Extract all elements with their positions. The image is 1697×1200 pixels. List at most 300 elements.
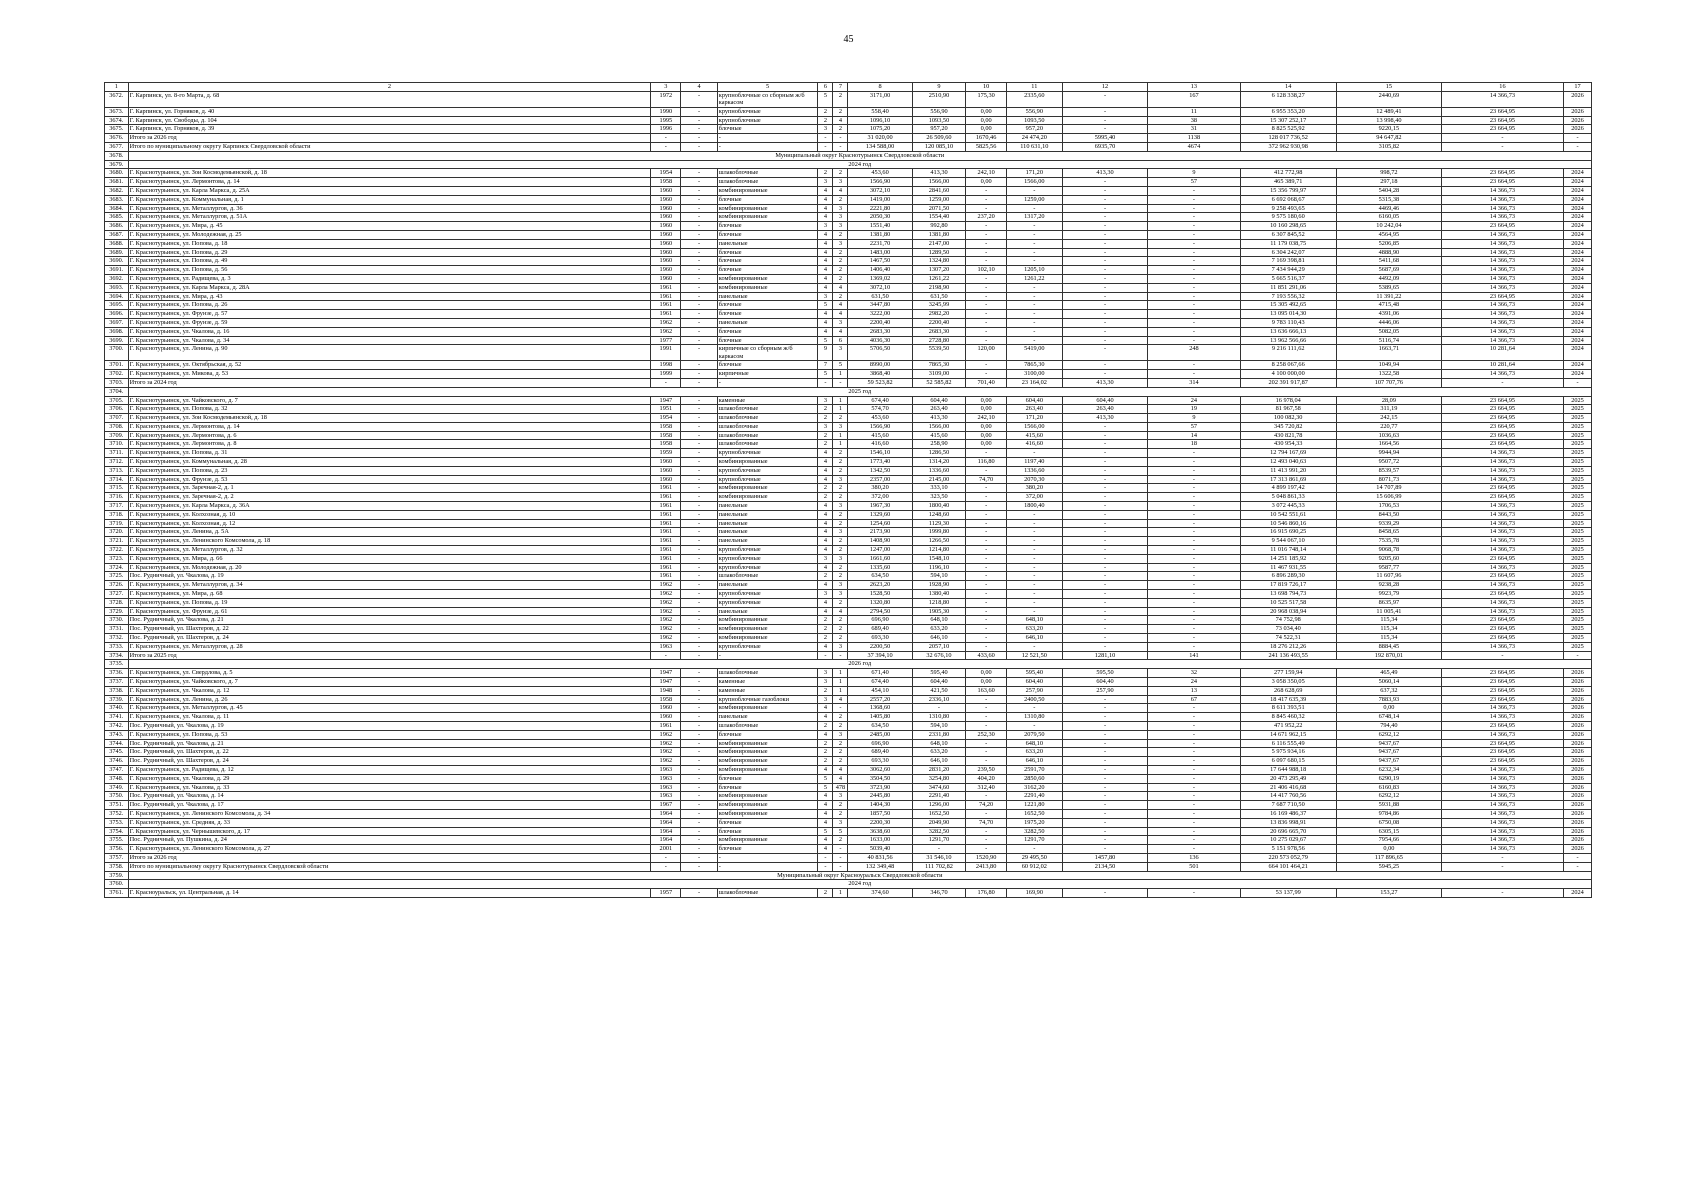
table-cell: - (1006, 554, 1062, 563)
table-cell: блочные (717, 845, 818, 854)
table-cell: 633,20 (1006, 625, 1062, 634)
table-cell: 2 (833, 634, 848, 643)
table-cell: 957,20 (1006, 125, 1062, 134)
table-cell: 23 664,95 (1441, 625, 1563, 634)
table-cell: 0,00 (1336, 704, 1441, 713)
table-cell: 6292,12 (1336, 792, 1441, 801)
table-cell: - (1148, 739, 1240, 748)
table-cell: - (1062, 642, 1148, 651)
table-cell: 14 417 760,56 (1240, 792, 1336, 801)
address-cell: Г. Краснотурьинск, ул. Радищева, д. 3 (128, 274, 651, 283)
table-cell: 2024 (1564, 274, 1592, 283)
row-number: 3705. (105, 396, 129, 405)
table-cell: - (1062, 519, 1148, 528)
table-cell: 2 (833, 713, 848, 722)
table-cell: 4 (818, 230, 833, 239)
table-cell: 3 (833, 730, 848, 739)
section-title: Муниципальный округ Красноуральск Свердловской области (128, 871, 1591, 880)
table-cell: 2024 (1564, 889, 1592, 898)
table-cell: 1214,80 (912, 546, 966, 555)
table-cell: 4 (818, 327, 833, 336)
table-cell: 3447,80 (848, 301, 912, 310)
table-cell: 2291,40 (1006, 792, 1062, 801)
table-cell: - (1148, 757, 1240, 766)
row-number: 3748. (105, 774, 129, 783)
table-cell: 14 366,73 (1441, 466, 1563, 475)
table-cell: 2026 (1564, 695, 1592, 704)
table-cell: 1049,94 (1336, 361, 1441, 370)
table-cell: - (681, 669, 717, 678)
row-number: 3716. (105, 493, 129, 502)
table-cell: - (1441, 862, 1563, 871)
table-cell: 631,50 (912, 292, 966, 301)
table-cell: 2025 (1564, 396, 1592, 405)
table-cell: - (1006, 704, 1062, 713)
table-cell: 3868,40 (848, 370, 912, 379)
table-cell: 6 116 555,49 (1240, 739, 1336, 748)
table-cell: 3 (818, 678, 833, 687)
table-cell: 134 588,00 (848, 142, 912, 151)
row-number: 3750. (105, 792, 129, 801)
table-cell: 9 783 110,43 (1240, 318, 1336, 327)
table-cell: 1961 (651, 519, 681, 528)
table-cell: 3 (833, 475, 848, 484)
table-cell: - (833, 142, 848, 151)
table-cell: - (1006, 563, 1062, 572)
table-row (105, 519, 1592, 528)
table-cell: - (1062, 178, 1148, 187)
table-cell: 107 707,76 (1336, 378, 1441, 387)
table-cell: 2026 (1564, 827, 1592, 836)
table-cell: 14 366,73 (1441, 801, 1563, 810)
table-cell: 1566,00 (1006, 422, 1062, 431)
table-cell: 2728,80 (912, 336, 966, 345)
row-number: 3678. (105, 151, 129, 160)
table-cell: - (1062, 546, 1148, 555)
table-cell: - (1148, 292, 1240, 301)
table-cell: 2200,50 (848, 642, 912, 651)
table-cell: 1962 (651, 748, 681, 757)
row-number: 3718. (105, 510, 129, 519)
table-cell: - (966, 361, 1007, 370)
address-cell: Г. Краснотурьинск, ул. Металлургов, д. 51А (128, 213, 651, 222)
table-cell: 1322,58 (1336, 370, 1441, 379)
row-number: 3749. (105, 783, 129, 792)
table-cell: 689,40 (848, 748, 912, 757)
table-cell: 60 912,02 (1006, 862, 1062, 871)
table-cell: 0,00 (966, 396, 1007, 405)
table-cell: 2025 (1564, 634, 1592, 643)
address-cell: Г. Краснотурьинск, ул. Лермонтова, д. 14 (128, 422, 651, 431)
table-cell: 7865,30 (1006, 361, 1062, 370)
table-cell: - (966, 239, 1007, 248)
table-cell: - (681, 792, 717, 801)
table-cell: 14 366,73 (1441, 519, 1563, 528)
table-cell: - (966, 528, 1007, 537)
table-cell: - (681, 581, 717, 590)
table-cell: - (1441, 853, 1563, 862)
table-cell: панельные (717, 713, 818, 722)
table-cell: - (681, 889, 717, 898)
row-number: 3698. (105, 327, 129, 336)
table-cell: 4 (818, 257, 833, 266)
address-cell: Г. Краснотурьинск, ул. Мира, д. 43 (128, 292, 651, 301)
table-cell: 1962 (651, 757, 681, 766)
table-cell: 1218,80 (912, 598, 966, 607)
table-cell: 5 (818, 301, 833, 310)
table-cell: 2050,30 (848, 213, 912, 222)
table-cell: 6 692 068,67 (1240, 195, 1336, 204)
table-row (105, 625, 1592, 634)
table-cell: - (1148, 510, 1240, 519)
table-cell: 13 636 666,13 (1240, 327, 1336, 336)
table-cell: 1205,10 (1006, 266, 1062, 275)
column-number: 3 (651, 83, 681, 92)
table-cell: панельные (717, 292, 818, 301)
table-cell: 3162,20 (1006, 783, 1062, 792)
row-number: 3708. (105, 422, 129, 431)
table-cell: 5706,50 (848, 345, 912, 361)
table-cell: 4 (818, 818, 833, 827)
column-number: 14 (1240, 83, 1336, 92)
table-cell: 14 366,73 (1441, 274, 1563, 283)
table-cell: 5 (818, 91, 833, 107)
address-cell: Г. Краснотурьинск, ул. Чернышевского, д. 17 (128, 827, 651, 836)
table-cell: 14 707,89 (1336, 484, 1441, 493)
table-cell: 1967,30 (848, 502, 912, 511)
table-cell: 14 366,73 (1441, 213, 1563, 222)
table-cell: 1962 (651, 634, 681, 643)
table-cell: 2 (833, 466, 848, 475)
table-cell: 2026 (1564, 704, 1592, 713)
row-number: 3695. (105, 301, 129, 310)
table-cell: 2 (818, 757, 833, 766)
table-cell: шлакоблочные (717, 889, 818, 898)
table-cell: 1960 (651, 466, 681, 475)
address-cell: Г. Краснотурьинск, ул. Октябрьская, д. 52 (128, 361, 651, 370)
table-cell: 2683,30 (912, 327, 966, 336)
table-cell: крупноблочные со сборным ж/б каркасом (717, 91, 818, 107)
table-cell: 1289,50 (912, 248, 966, 257)
table-cell: 2026 (1564, 748, 1592, 757)
table-cell: 5 (833, 361, 848, 370)
table-cell: крупноблочные (717, 563, 818, 572)
table-cell: 9339,29 (1336, 519, 1441, 528)
table-cell: 2335,60 (1006, 91, 1062, 107)
table-cell: 558,40 (848, 107, 912, 116)
table-cell: - (1148, 257, 1240, 266)
row-number: 3752. (105, 809, 129, 818)
table-cell: - (681, 730, 717, 739)
table-cell: 2025 (1564, 607, 1592, 616)
table-cell: 2221,80 (848, 204, 912, 213)
table-cell: - (681, 537, 717, 546)
table-cell: 23 664,95 (1441, 686, 1563, 695)
table-cell: 14 366,73 (1441, 765, 1563, 774)
table-cell: - (681, 336, 717, 345)
address-cell: Г. Краснотурьинск, ул. Молодежная, д. 20 (128, 563, 651, 572)
table-cell: 1990 (651, 107, 681, 116)
table-cell: 2 (818, 169, 833, 178)
table-cell: 2331,80 (912, 730, 966, 739)
table-cell: - (1062, 792, 1148, 801)
table-cell: 5931,88 (1336, 801, 1441, 810)
table-cell: - (818, 142, 833, 151)
table-cell: - (966, 292, 1007, 301)
table-cell: 2145,00 (912, 475, 966, 484)
address-cell: Г. Краснотурьинск, ул. Чкалова, д. 34 (128, 336, 651, 345)
table-cell: блочные (717, 361, 818, 370)
table-cell: 2 (833, 625, 848, 634)
table-cell: - (681, 721, 717, 730)
table-cell: 7865,30 (912, 361, 966, 370)
table-cell: - (966, 546, 1007, 555)
table-row (105, 730, 1592, 739)
table-cell: 4 (818, 458, 833, 467)
table-cell: - (681, 318, 717, 327)
table-cell: 2557,20 (848, 695, 912, 704)
table-row (105, 853, 1592, 862)
table-cell: - (1062, 695, 1148, 704)
table-cell: - (1006, 239, 1062, 248)
table-cell: 2024 (1564, 178, 1592, 187)
table-cell: 2025 (1564, 563, 1592, 572)
table-cell: 4 (833, 301, 848, 310)
table-cell: - (681, 563, 717, 572)
table-cell: - (681, 310, 717, 319)
row-number: 3714. (105, 475, 129, 484)
table-cell: 74 522,31 (1240, 634, 1336, 643)
table-cell: 693,30 (848, 634, 912, 643)
table-cell: 1093,50 (1006, 116, 1062, 125)
table-cell: 9784,86 (1336, 809, 1441, 818)
table-cell: 2024 (1564, 318, 1592, 327)
table-cell: 9 (818, 345, 833, 361)
table-cell: 1075,20 (848, 125, 912, 134)
table-cell: 6750,08 (1336, 818, 1441, 827)
row-number: 3701. (105, 361, 129, 370)
table-cell: 3 (833, 239, 848, 248)
table-cell: - (966, 186, 1007, 195)
table-cell: - (966, 792, 1007, 801)
register-body (105, 91, 1592, 897)
table-cell: 3 (833, 422, 848, 431)
table-cell: 346,70 (912, 889, 966, 898)
table-cell: - (1062, 248, 1148, 257)
row-number: 3720. (105, 528, 129, 537)
table-cell: 10 275 029,67 (1240, 836, 1336, 845)
section-row (105, 871, 1592, 880)
row-number: 3742. (105, 721, 129, 730)
table-cell: 311,19 (1336, 405, 1441, 414)
table-cell: 9 (1148, 414, 1240, 423)
table-cell: - (1062, 283, 1148, 292)
table-cell: 453,60 (848, 169, 912, 178)
table-cell: 1566,00 (1006, 178, 1062, 187)
row-number: 3675. (105, 125, 129, 134)
table-cell: 2026 (1564, 91, 1592, 107)
table-row (105, 774, 1592, 783)
table-cell: 2 (833, 257, 848, 266)
table-row (105, 274, 1592, 283)
table-cell: - (1006, 598, 1062, 607)
row-number: 3690. (105, 257, 129, 266)
table-cell: комбинированные (717, 204, 818, 213)
table-cell: - (1148, 361, 1240, 370)
table-cell: - (1062, 537, 1148, 546)
table-cell: 132 349,48 (848, 862, 912, 871)
table-row (105, 440, 1592, 449)
table-cell: - (651, 651, 681, 660)
table-cell: 13 962 566,66 (1240, 336, 1336, 345)
table-cell: 1960 (651, 204, 681, 213)
table-row (105, 178, 1592, 187)
table-cell: 4 (818, 801, 833, 810)
table-row (105, 651, 1592, 660)
table-cell: крупноблочные газоблоки (717, 695, 818, 704)
table-cell: блочные (717, 222, 818, 231)
table-cell: 242,15 (1336, 414, 1441, 423)
table-cell: 10 542 551,61 (1240, 510, 1336, 519)
table-cell: - (1148, 563, 1240, 572)
table-cell: 14 366,73 (1441, 783, 1563, 792)
row-number: 3707. (105, 414, 129, 423)
table-cell: - (681, 827, 717, 836)
table-cell: 14 366,73 (1441, 642, 1563, 651)
table-cell: 2024 (1564, 310, 1592, 319)
table-cell: 9220,15 (1336, 125, 1441, 134)
table-cell: 1954 (651, 169, 681, 178)
table-cell: 8635,97 (1336, 598, 1441, 607)
section-title: 2025 год (128, 387, 1591, 396)
row-number: 3703. (105, 378, 129, 387)
table-cell: 2 (818, 616, 833, 625)
table-cell: 1977 (651, 336, 681, 345)
table-cell: - (651, 134, 681, 143)
table-cell: 14 366,73 (1441, 186, 1563, 195)
table-cell: 1961 (651, 554, 681, 563)
row-number: 3691. (105, 266, 129, 275)
table-cell: 0,00 (966, 669, 1007, 678)
table-cell: 38 (1148, 116, 1240, 125)
table-row (105, 721, 1592, 730)
table-cell: - (1148, 336, 1240, 345)
table-cell: 2024 (1564, 361, 1592, 370)
table-cell: 1958 (651, 695, 681, 704)
table-cell: 2025 (1564, 537, 1592, 546)
address-cell: Пос. Рудничный, ул. Чкалова, д. 14 (128, 792, 651, 801)
table-cell: 1961 (651, 301, 681, 310)
address-cell: Г. Краснотурьинск, ул. Коммунальная, д. 28 (128, 458, 651, 467)
table-cell: 604,40 (1062, 396, 1148, 405)
table-cell: крупноблочные (717, 590, 818, 599)
table-cell: 242,10 (966, 169, 1007, 178)
table-cell: 1928,90 (912, 581, 966, 590)
row-number: 3756. (105, 845, 129, 854)
table-cell: - (1062, 748, 1148, 757)
table-cell: 1663,71 (1336, 345, 1441, 361)
table-cell: 23 664,95 (1441, 414, 1563, 423)
address-cell: Г. Краснотурьинск, ул. Заречная-2, д. 2 (128, 493, 651, 502)
table-cell: 3105,82 (1336, 142, 1441, 151)
row-number: 3673. (105, 107, 129, 116)
table-cell: 2200,40 (848, 318, 912, 327)
table-cell: 10 242,04 (1336, 222, 1441, 231)
table-cell: комбинированные (717, 213, 818, 222)
table-cell: шлакоблочные (717, 572, 818, 581)
table-cell: - (1148, 792, 1240, 801)
table-cell: 3638,60 (848, 827, 912, 836)
table-cell: шлакоблочные (717, 169, 818, 178)
table-cell: 646,10 (912, 757, 966, 766)
table-cell: 9587,77 (1336, 563, 1441, 572)
table-cell: 794,40 (1336, 721, 1441, 730)
table-cell: - (1062, 116, 1148, 125)
row-number: 3726. (105, 581, 129, 590)
table-cell: - (818, 862, 833, 871)
table-cell: 1 (833, 405, 848, 414)
table-cell: 14 366,73 (1441, 581, 1563, 590)
table-cell: 136 (1148, 853, 1240, 862)
section-title: 2026 год (128, 660, 1591, 669)
table-cell: - (1006, 528, 1062, 537)
table-cell: - (681, 590, 717, 599)
table-cell: - (1062, 625, 1148, 634)
table-cell: - (912, 845, 966, 854)
table-row (105, 318, 1592, 327)
table-cell: 9437,67 (1336, 748, 1441, 757)
table-cell: 3504,50 (848, 774, 912, 783)
table-cell: 1958 (651, 431, 681, 440)
table-cell: блочные (717, 774, 818, 783)
table-cell: 1652,50 (1006, 809, 1062, 818)
table-cell: 3 072 445,33 (1240, 502, 1336, 511)
table-row (105, 283, 1592, 292)
row-number: 3739. (105, 695, 129, 704)
table-cell: - (681, 748, 717, 757)
row-number: 3751. (105, 801, 129, 810)
table-row (105, 310, 1592, 319)
table-cell: 14 366,73 (1441, 598, 1563, 607)
table-cell: - (681, 695, 717, 704)
table-cell: 604,40 (1062, 678, 1148, 687)
table-cell: - (681, 713, 717, 722)
table-cell: 380,20 (848, 484, 912, 493)
table-row (105, 642, 1592, 651)
table-cell: 1310,80 (912, 713, 966, 722)
table-cell: - (1148, 266, 1240, 275)
address-cell: Г. Краснотурьинск, ул. Средняя, д. 33 (128, 818, 651, 827)
table-cell: - (1062, 827, 1148, 836)
address-cell: Г. Краснотурьинск, ул. Попова, д. 23 (128, 466, 651, 475)
table-cell: - (681, 449, 717, 458)
table-cell: 2440,69 (1336, 91, 1441, 107)
table-cell: - (966, 634, 1007, 643)
table-cell: 2024 (1564, 222, 1592, 231)
table-cell: 1320,80 (848, 598, 912, 607)
table-cell: 2831,20 (912, 765, 966, 774)
column-number: 15 (1336, 83, 1441, 92)
table-cell: 175,30 (966, 91, 1007, 107)
table-cell: 1096,10 (848, 116, 912, 125)
table-cell: - (1148, 466, 1240, 475)
table-cell: 646,10 (1006, 757, 1062, 766)
table-row (105, 669, 1592, 678)
table-cell: 2026 (1564, 739, 1592, 748)
table-cell: 2026 (1564, 792, 1592, 801)
row-number: 3688. (105, 239, 129, 248)
table-row (105, 301, 1592, 310)
